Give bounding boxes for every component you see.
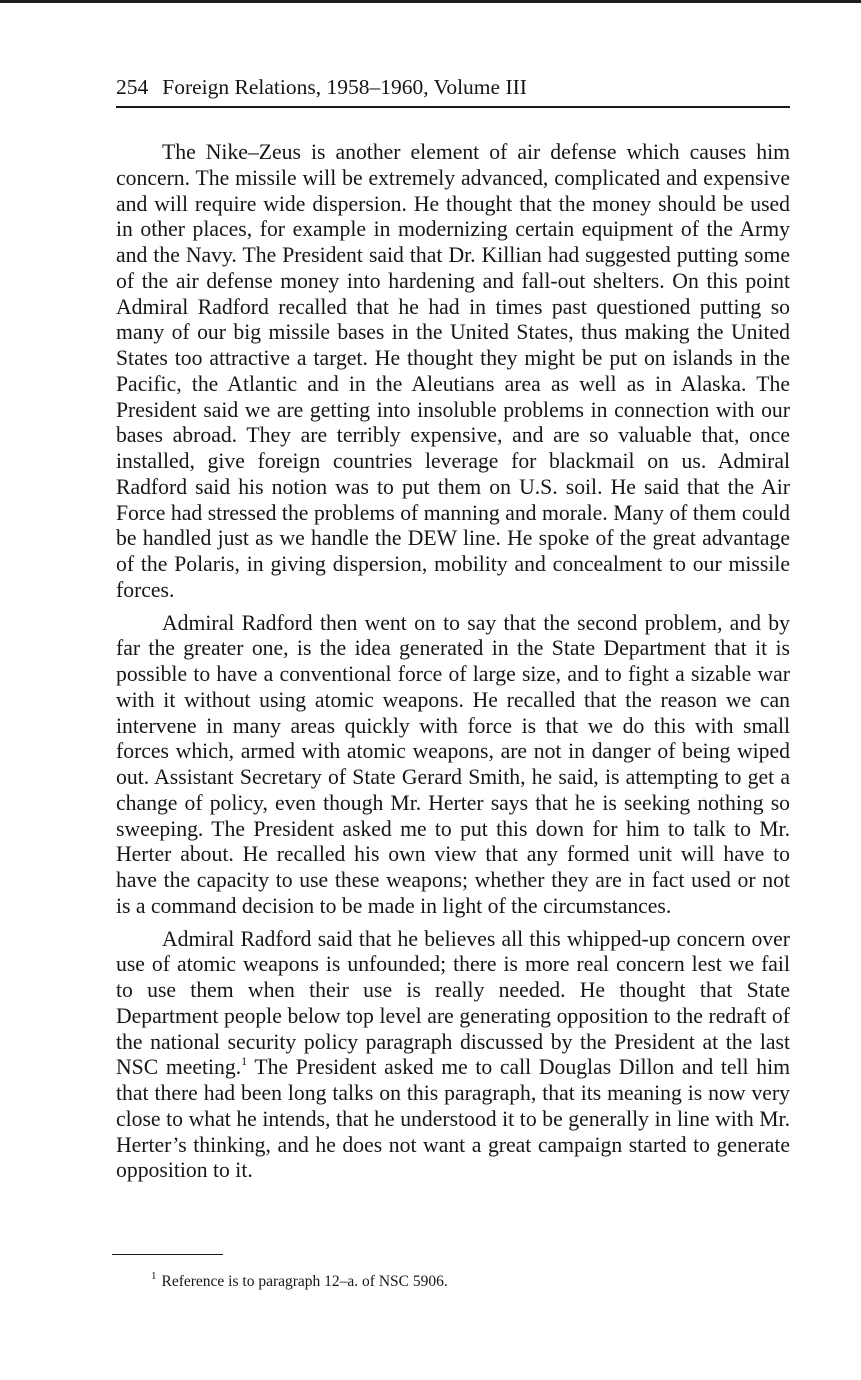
paragraph-conventional-force: Admiral Radford then went on to say that the second problem, and by far the greater one, is the idea generated in the State Department that it is possible to have a conventional force of large size, and to fight a sizable war with it without using atomic weapons. He recalled that the reason we can intervene in many areas quickly with force is that we do this with small forces which, armed with atomic weapons, are not in danger of being wiped out. Assistant Secretary of State Gerard Smith, he said, is attempting to get a change of policy, even though Mr. Herter says that he is seeking nothing so sweeping. The President asked me to put this down for him to talk to Mr. Herter about. He recalled his own view that any formed unit will have to have the capacity to use these weapons; whether they are in fact used or not is a command decision to be made in light of the circumstances.	[116, 610, 790, 918]
paragraph-atomic-weapons	[116, 927, 790, 1185]
footnote-number: 1	[151, 1269, 157, 1282]
footnote-reference[interactable]: 1	[241, 1054, 248, 1069]
footnote-rule	[112, 1254, 223, 1255]
running-head	[116, 70, 790, 108]
page-number: 254	[116, 75, 149, 99]
footnote	[151, 1271, 791, 1293]
body-text	[116, 140, 790, 1184]
scan-top-edge	[0, 0, 861, 3]
paragraph-text-before-note: Admiral Radford said that he believes all this whipped-up concern over use of atomic weapons is unfounded; there is more real concern lest we fail to use them when their use is really needed. He thought that State Department people below top level are generating opposition to the redraft of the national security policy paragraph discussed by the President at the last NSC meeting.	[116, 926, 790, 1080]
paragraph-text-after-note: The President asked me to call Douglas Dillon and tell him that there had been long talks on this paragraph, that its meaning is now very close to what he intends, that he understood it to be generally in line with Mr. Herter’s thinking, and he does not want a great campaign started to generate opposition to it.	[116, 1055, 790, 1183]
volume-title: Foreign Relations, 1958–1960, Volume III	[162, 75, 527, 99]
paragraph-nike-zeus: The Nike–Zeus is another element of air defense which causes him concern. The missile will be extremely advanced, complicated and expensive and will require wide dispersion. He thought that the money should be used in other places, for example in modernizing certain equipment of the Army and the Navy. The President said that Dr. Killian had suggested putting some of the air defense money into hardening and fall-out shelters. On this point Admiral Radford recalled that he had in times past questioned putting so many of our big missile bases in the United States, thus making the United States too attractive a target. He thought they might be put on islands in the Pacific, the Atlantic and in the Aleutians area as well as in Alaska. The President said we are getting into insoluble problems in connection with our bases abroad. They are terribly expensive, and are so valuable that, once installed, give foreign countries leverage for blackmail on us. Admiral Radford said his notion was to put them on U.S. soil. He said that the Air Force had stressed the problems of manning and morale. Many of them could be handled just as we handle the DEW line. He spoke of the great advantage of the Polaris, in giving dispersion, mobility and concealment to our missile forces.	[116, 140, 790, 602]
footnote-text: Reference is to paragraph 12–a. of NSC 5906.	[161, 1273, 448, 1290]
